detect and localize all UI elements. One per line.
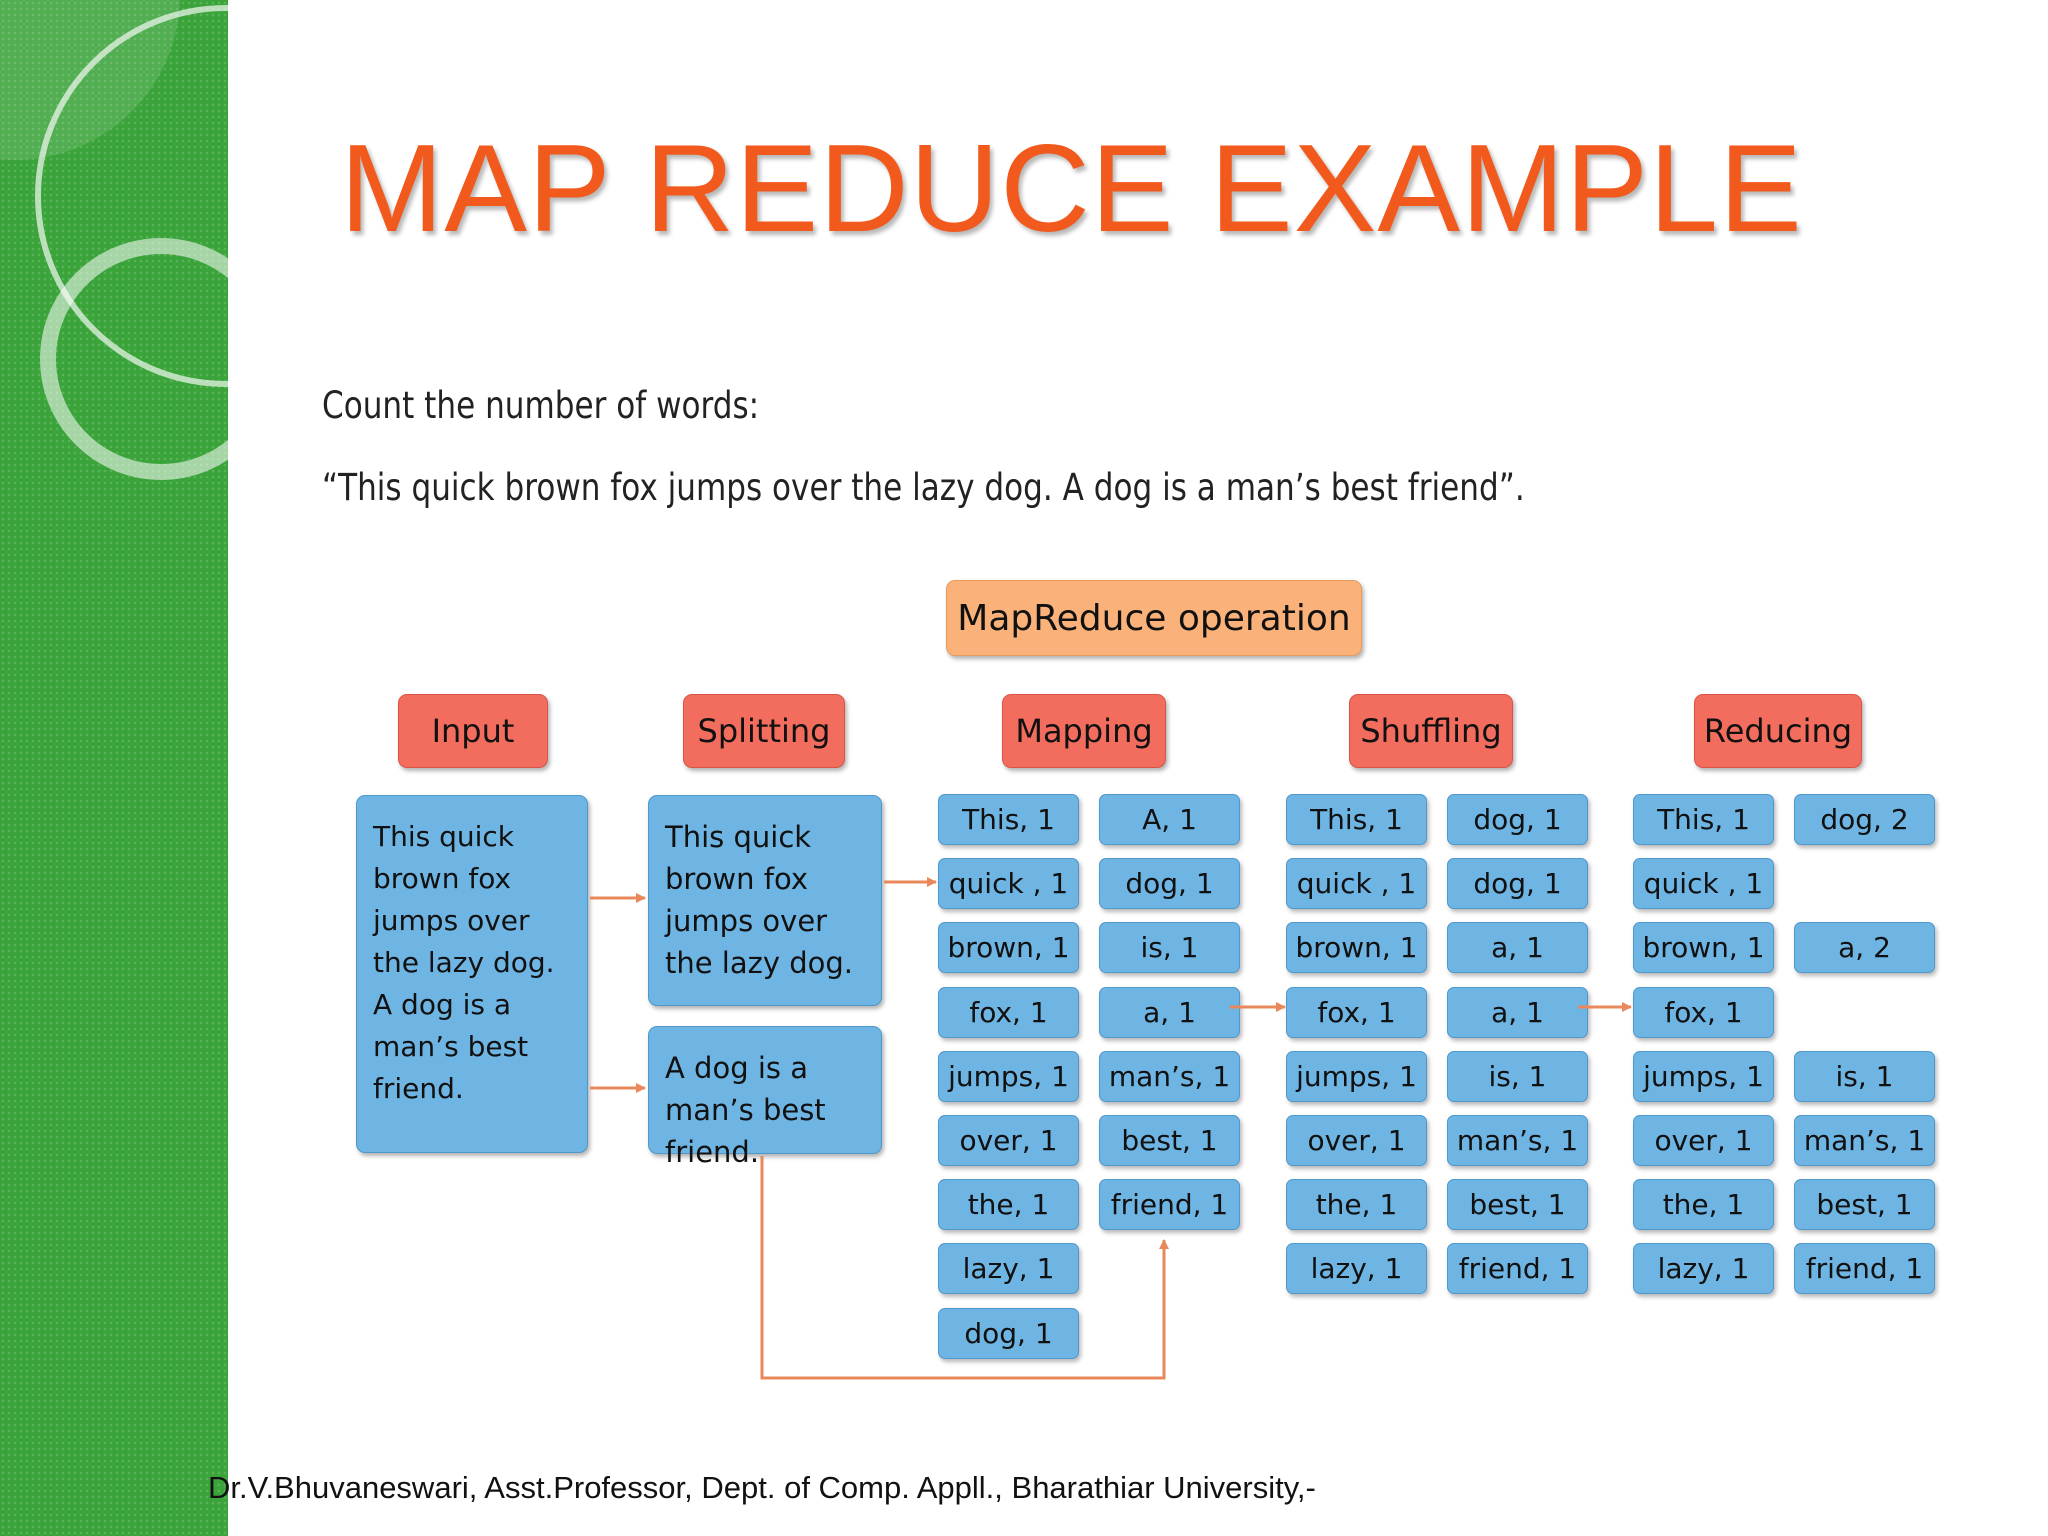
shuffling-pair: friend, 1 <box>1447 1243 1588 1294</box>
stage-input-header: Input <box>398 694 548 768</box>
slide-title: MAP REDUCE EXAMPLE <box>340 120 1803 258</box>
shuffling-pair: This, 1 <box>1286 794 1427 845</box>
input-text-box: This quick brown fox jumps over the lazy dog. A dog is a man’s best friend. <box>356 795 588 1153</box>
mapping-pair: friend, 1 <box>1099 1179 1240 1230</box>
mapping-pair: jumps, 1 <box>938 1051 1079 1102</box>
stage-splitting-header: Splitting <box>683 694 845 768</box>
reducing-pair: jumps, 1 <box>1633 1051 1774 1102</box>
shuffling-pair: quick , 1 <box>1286 858 1427 909</box>
shuffling-pair: jumps, 1 <box>1286 1051 1427 1102</box>
reducing-pair: dog, 2 <box>1794 794 1935 845</box>
reducing-pair: the, 1 <box>1633 1179 1774 1230</box>
shuffling-pair: man’s, 1 <box>1447 1115 1588 1166</box>
stage-reducing-header: Reducing <box>1694 694 1862 768</box>
shuffling-pair: dog, 1 <box>1447 858 1588 909</box>
reducing-pair: friend, 1 <box>1794 1243 1935 1294</box>
shuffling-pair: best, 1 <box>1447 1179 1588 1230</box>
mapping-pair: the, 1 <box>938 1179 1079 1230</box>
mapping-pair: over, 1 <box>938 1115 1079 1166</box>
reducing-pair: brown, 1 <box>1633 922 1774 973</box>
reducing-pair: is, 1 <box>1794 1051 1935 1102</box>
mapping-pair: man’s, 1 <box>1099 1051 1240 1102</box>
shuffling-pair: fox, 1 <box>1286 987 1427 1038</box>
mapping-pair: dog, 1 <box>938 1308 1079 1359</box>
stage-shuffling-header: Shuffling <box>1349 694 1513 768</box>
shuffling-pair: brown, 1 <box>1286 922 1427 973</box>
intro-prompt: Count the number of words: <box>322 384 760 427</box>
mapping-pair: A, 1 <box>1099 794 1240 845</box>
arrow-split2-to-mapping <box>762 1156 1164 1378</box>
mapping-pair: is, 1 <box>1099 922 1240 973</box>
reducing-pair: This, 1 <box>1633 794 1774 845</box>
mapreduce-operation-label: MapReduce operation <box>946 580 1362 656</box>
shuffling-pair: a, 1 <box>1447 922 1588 973</box>
reducing-pair: a, 2 <box>1794 922 1935 973</box>
mapping-pair: dog, 1 <box>1099 858 1240 909</box>
reducing-pair: quick , 1 <box>1633 858 1774 909</box>
reducing-pair: lazy, 1 <box>1633 1243 1774 1294</box>
split-box-2: A dog is a man’s best friend. <box>648 1026 882 1154</box>
mapping-pair: fox, 1 <box>938 987 1079 1038</box>
mapping-pair: quick , 1 <box>938 858 1079 909</box>
reducing-pair: best, 1 <box>1794 1179 1935 1230</box>
mapping-pair: best, 1 <box>1099 1115 1240 1166</box>
stage-mapping-header: Mapping <box>1002 694 1166 768</box>
mapping-pair: lazy, 1 <box>938 1243 1079 1294</box>
shuffling-pair: over, 1 <box>1286 1115 1427 1166</box>
reducing-pair: fox, 1 <box>1633 987 1774 1038</box>
mapping-pair: This, 1 <box>938 794 1079 845</box>
shuffling-pair: is, 1 <box>1447 1051 1588 1102</box>
shuffling-pair: lazy, 1 <box>1286 1243 1427 1294</box>
slide-footer: Dr.V.Bhuvaneswari, Asst.Professor, Dept. of Comp. Appll., Bharathiar University,- <box>208 1470 1316 1505</box>
shuffling-pair: a, 1 <box>1447 987 1588 1038</box>
mapping-pair: brown, 1 <box>938 922 1079 973</box>
intro-sentence: “This quick brown fox jumps over the lazy dog. A dog is a man’s best friend”. <box>322 466 1525 509</box>
shuffling-pair: dog, 1 <box>1447 794 1588 845</box>
reducing-pair: over, 1 <box>1633 1115 1774 1166</box>
mapping-pair: a, 1 <box>1099 987 1240 1038</box>
reducing-pair: man’s, 1 <box>1794 1115 1935 1166</box>
shuffling-pair: the, 1 <box>1286 1179 1427 1230</box>
split-box-1: This quick brown fox jumps over the lazy dog. <box>648 795 882 1006</box>
